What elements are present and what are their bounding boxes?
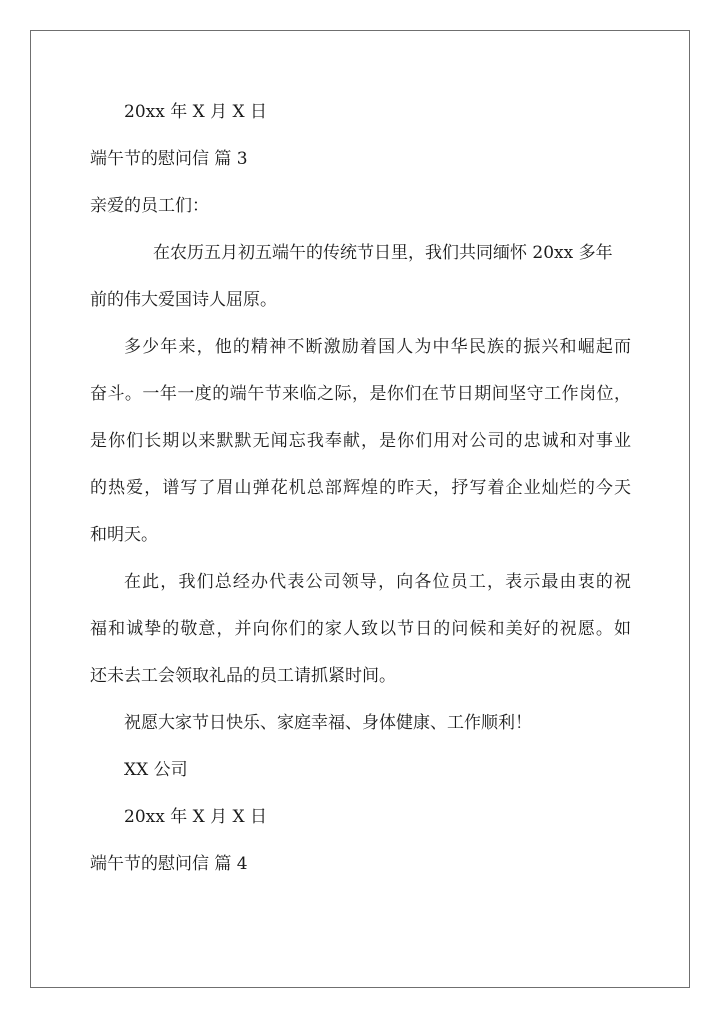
paragraph-line: 在此，我们总经办代表公司领导，向各位员工，表示最由衷的祝 xyxy=(124,572,631,592)
closing-wish: 祝愿大家节日快乐、家庭幸福、身体健康、工作顺利！ xyxy=(124,713,532,733)
paragraph-line: 多少年来，他的精神不断激励着国人为中华民族的振兴和崛起而 xyxy=(124,337,631,357)
salutation: 亲爱的员工们： xyxy=(90,196,209,216)
page-border xyxy=(30,30,690,988)
paragraph-line: 和明天。 xyxy=(90,525,158,545)
paragraph-line: 前的伟大爱国诗人屈原。 xyxy=(90,290,277,310)
paragraph-line: 奋斗。一年一度的端午节来临之际，是你们在节日期间坚守工作岗位， xyxy=(90,384,631,404)
paragraph-line: 的热爱，谱写了眉山弹花机总部辉煌的昨天，抒写着企业灿烂的今天 xyxy=(90,478,631,498)
section-heading: 端午节的慰问信 篇 4 xyxy=(90,854,248,874)
paragraph-line: 在农历五月初五端午的传统节日里，我们共同缅怀 20xx 多年 xyxy=(153,243,613,263)
section-heading: 端午节的慰问信 篇 3 xyxy=(90,149,248,169)
paragraph-line: 还未去工会领取礼品的员工请抓紧时间。 xyxy=(90,666,396,686)
date-line: 20xx 年 X 月 X 日 xyxy=(124,807,268,827)
date-line: 20xx 年 X 月 X 日 xyxy=(124,102,268,122)
paragraph-line: 福和诚挚的敬意，并向你们的家人致以节日的问候和美好的祝愿。如 xyxy=(90,619,631,639)
signature-company: XX 公司 xyxy=(124,760,188,780)
paragraph-line: 是你们长期以来默默无闻忘我奉献，是你们用对公司的忠诚和对事业 xyxy=(90,431,631,451)
